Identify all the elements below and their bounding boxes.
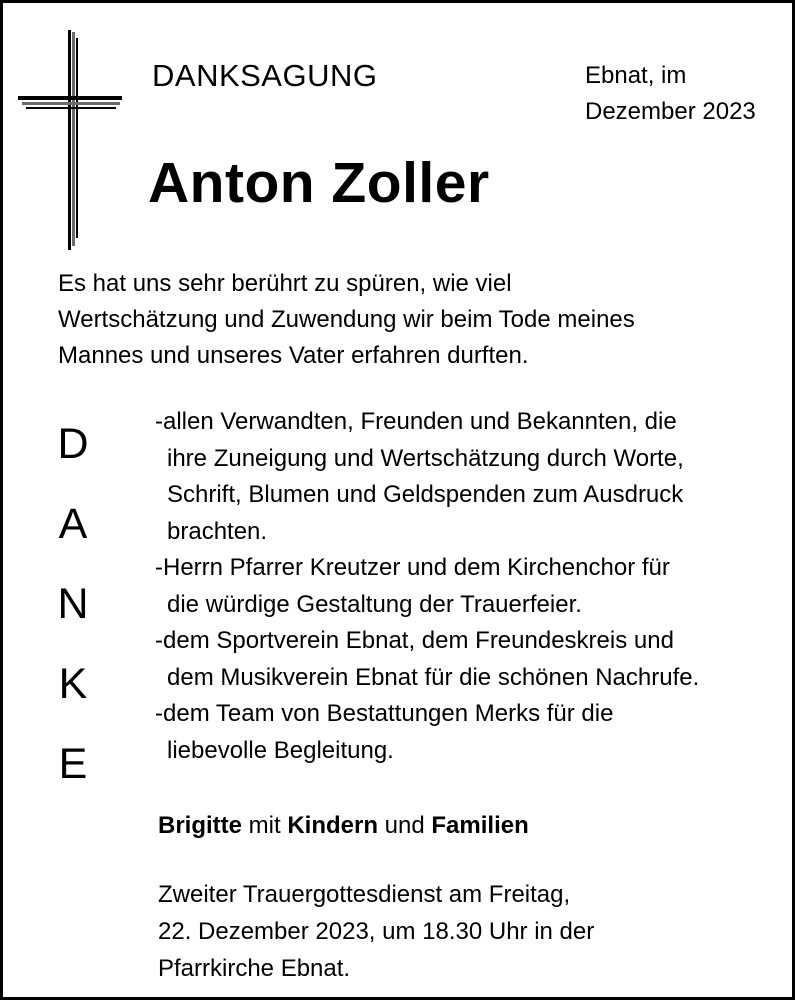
thanks-line: -dem Team von Bestattungen Merks für die	[155, 700, 614, 727]
service-line: 22. Dezember 2023, um 18.30 Uhr in der	[158, 918, 595, 945]
danke-letter: A	[58, 500, 88, 548]
danke-letter: D	[57, 420, 89, 468]
intro-paragraph	[58, 266, 635, 374]
place-date	[585, 58, 756, 130]
service-notice	[158, 876, 594, 987]
thanks-line: die würdige Gestaltung der Trauerfeier.	[167, 590, 582, 618]
thanks-line: liebevolle Begleitung.	[167, 736, 394, 764]
thanks-line: -dem Sportverein Ebnat, dem Freundeskreis und	[155, 627, 674, 654]
danke-letter: K	[58, 660, 88, 708]
thanks-line: brachten.	[167, 517, 268, 545]
cross-icon	[18, 30, 122, 250]
danke-letter: N	[57, 580, 89, 628]
date-text: Dezember 2023	[585, 98, 756, 125]
thanks-list	[155, 404, 699, 769]
deceased-name: Anton Zoller	[148, 151, 490, 215]
family-separator: und	[378, 812, 432, 839]
service-line: Zweiter Trauergottesdienst am Freitag,	[158, 881, 571, 908]
service-line: Pfarrkirche Ebnat.	[158, 955, 351, 982]
intro-line: Es hat uns sehr berührt zu spüren, wie viel	[58, 270, 512, 297]
family-separator: mit	[242, 812, 288, 839]
thanks-line: -allen Verwandten, Freunden und Bekannten, die	[155, 408, 677, 435]
family-name-brigitte: Brigitte	[158, 812, 242, 839]
family-name-familien: Familien	[431, 812, 529, 839]
place-text: Ebnat, im	[585, 62, 687, 89]
thanks-line: dem Musikverein Ebnat für die schönen Nachrufe.	[167, 663, 700, 691]
thanks-line: Schrift, Blumen und Geldspenden zum Ausdruck	[167, 481, 684, 508]
thanks-line: ihre Zuneigung und Wertschätzung durch Worte,	[167, 444, 684, 472]
danke-vertical-word	[48, 404, 98, 804]
intro-line: Wertschätzung und Zuwendung wir beim Tode meines	[58, 306, 635, 333]
family-signature	[158, 812, 529, 840]
family-name-kindern: Kindern	[287, 812, 378, 839]
danke-letter: E	[58, 740, 88, 788]
heading-danksagung: DANKSAGUNG	[152, 58, 378, 93]
thanks-line: -Herrn Pfarrer Kreutzer und dem Kirchenchor für	[155, 554, 670, 581]
intro-line: Mannes und unseres Vater erfahren durften.	[58, 342, 529, 369]
